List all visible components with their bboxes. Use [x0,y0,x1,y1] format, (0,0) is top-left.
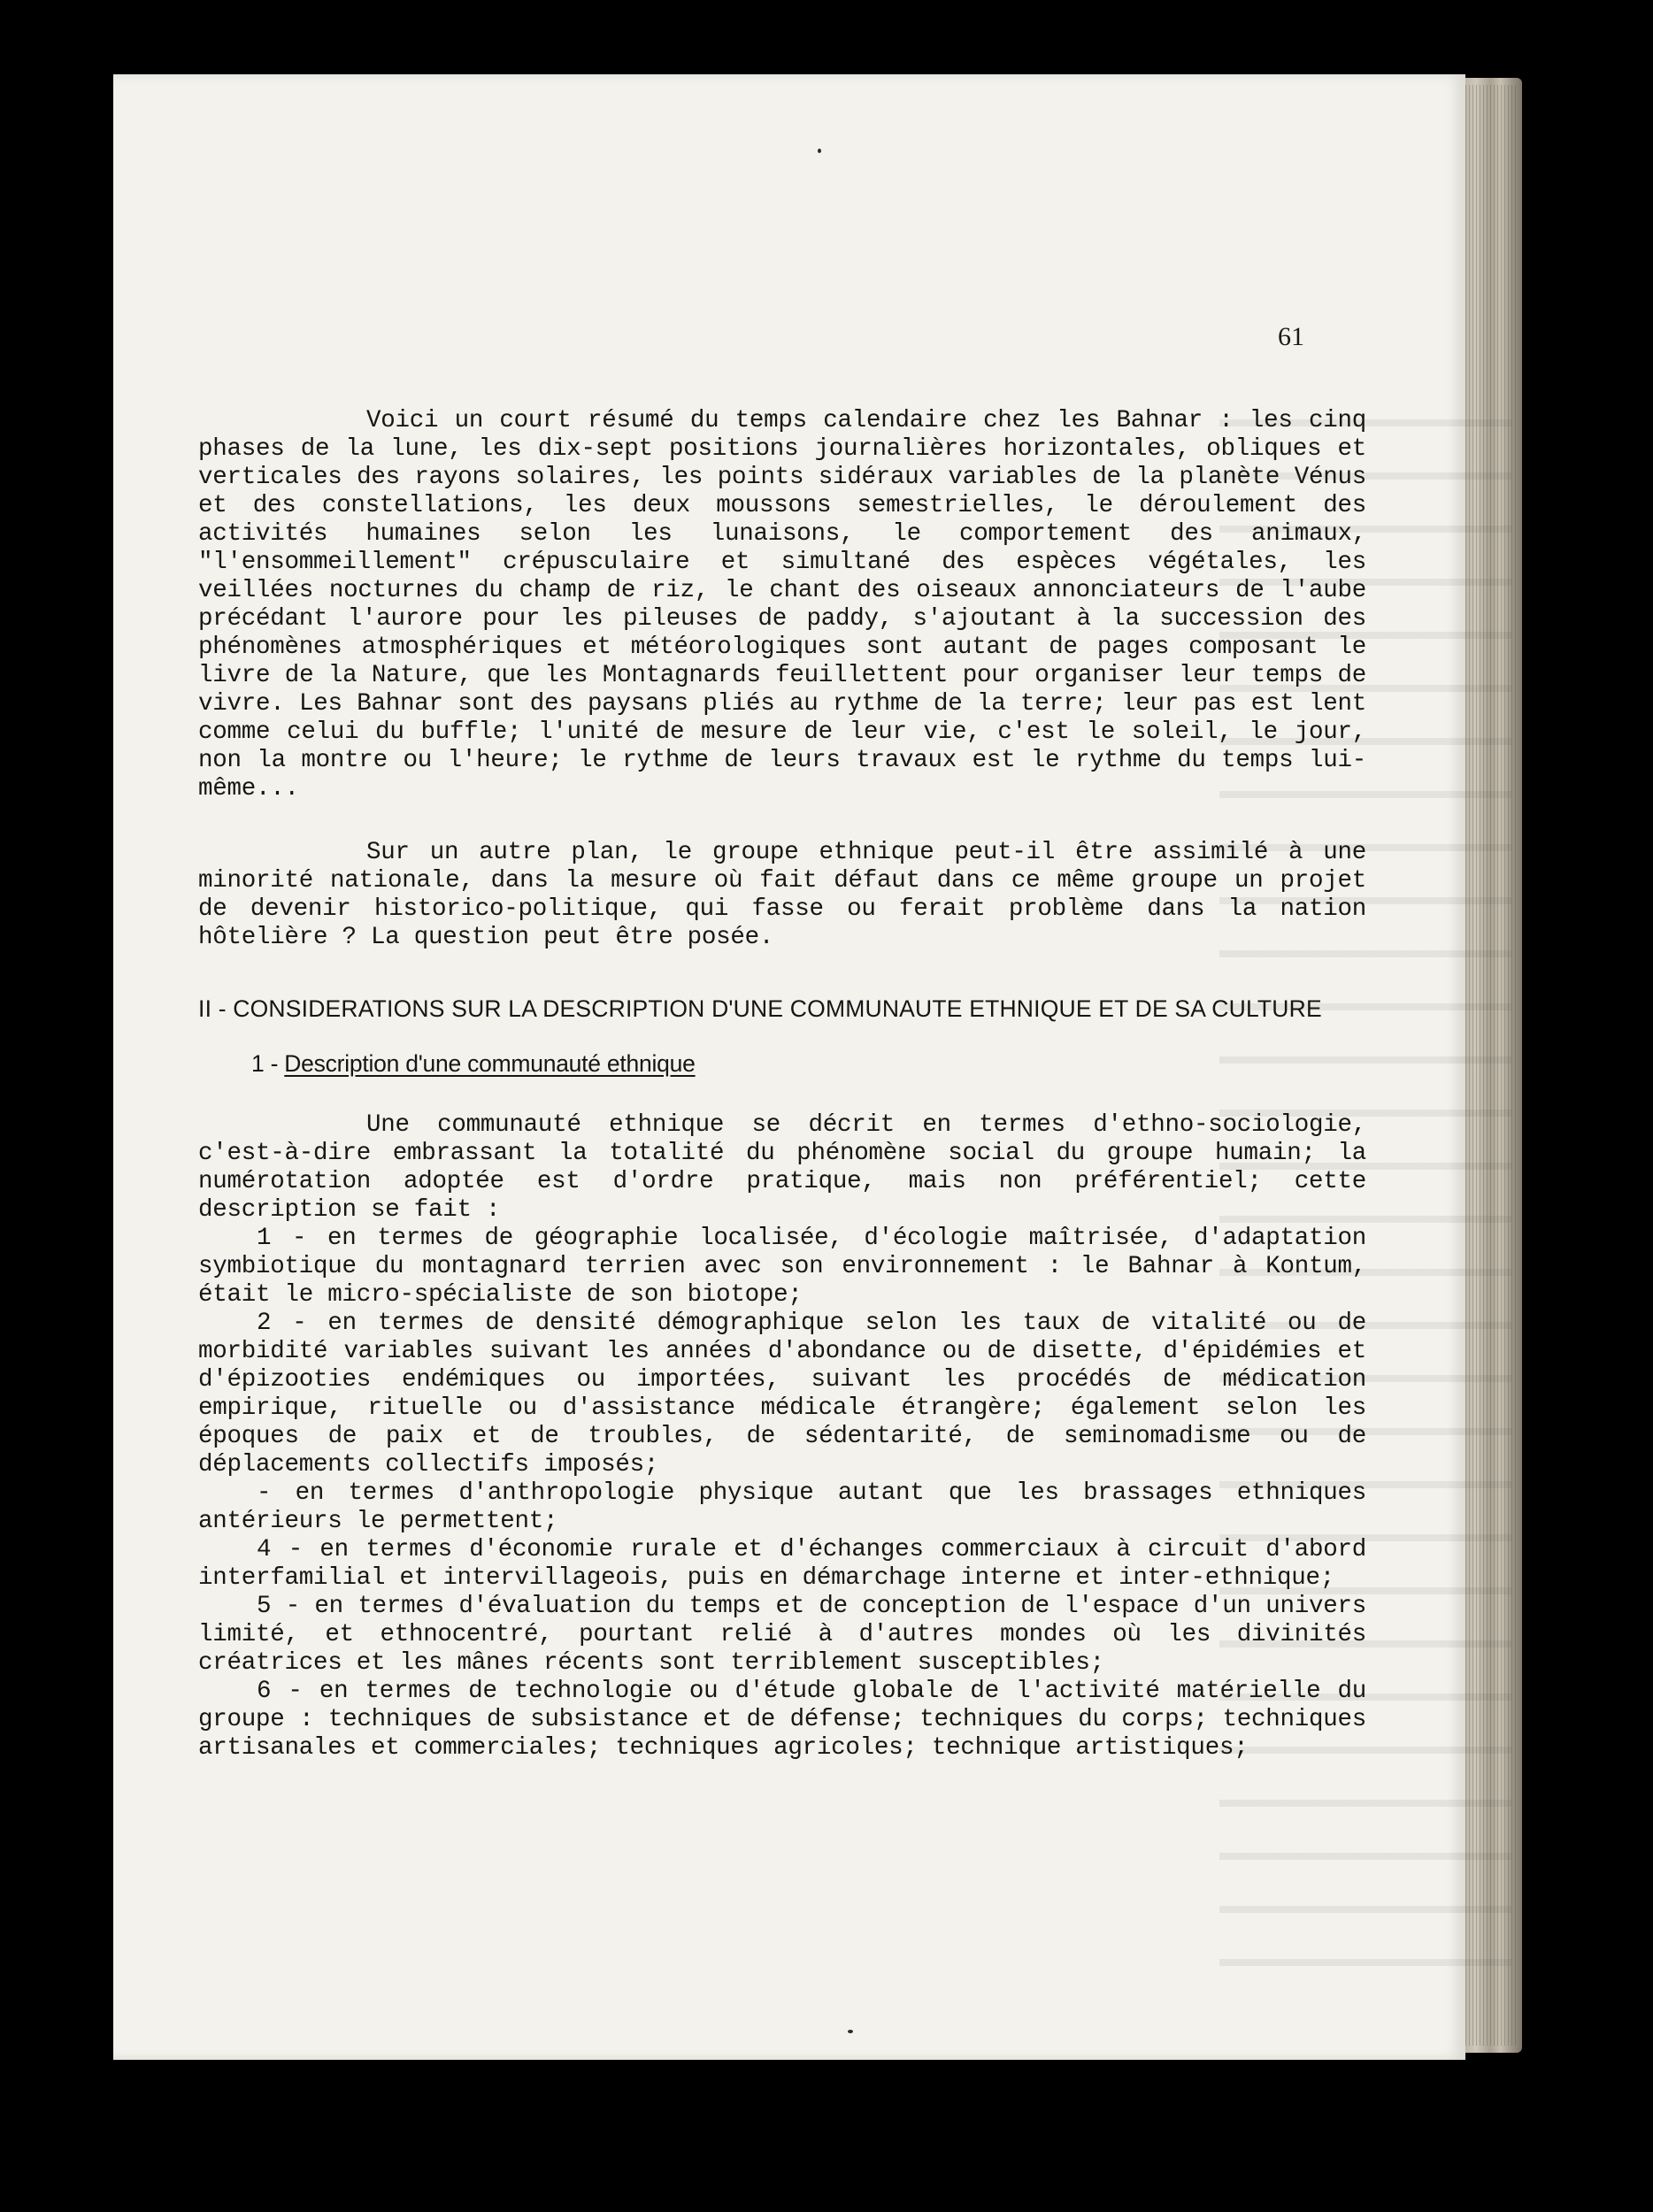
book-page [113,74,1465,2060]
second-paragraph: Sur un autre plan, le groupe ethnique peut-il être assimilé à une minorité nationale, dans la mesure où fait défaut dans ce même groupe un projet de devenir historico-politique, qui fasse ou ferait problème dans la nation hôtelière ? La question peut être posée. [198,839,1366,951]
intro-paragraph: Voici un court résumé du temps calendaire chez les Bahnar : les cinq phases de la lune, les dix-sept positions journalières horizontales, obliques et verticales des rayons solaires, les points sidéraux variables de la planète Vénus et des constellations, les deux moussons semestrielles, le déroulement des activités humaines selon les lunaisons, le comportement des animaux, "l'ensommeillement" crépusculaire et simultané des espèces végétales, les veillées nocturnes du champ de riz, le chant des oiseaux annonciateurs de l'aube précédant l'aurore pour les pileuses de paddy, s'ajoutant à la succession des phénomènes atmosphériques et météorologiques sont autant de pages composant le livre de la Nature, que les Montagnards feuillettent pour organiser leur temps de vivre. Les Bahnar sont des paysans pliés au rythme de la terre; leur pas est lent comme celui du buffle; l'unité de mesure de leur vie, c'est le soleil, le jour, non la montre ou l'heure; le rythme de leurs travaux est le rythme du temps lui-même... [198,407,1366,803]
section-subheading [198,1049,1366,1078]
subheading-number: 1 - [251,1050,285,1077]
list-item: - en termes d'anthropologie physique autant que les brassages ethniques antérieurs le permettent; [198,1479,1366,1535]
page-body [198,329,1366,1763]
list-item: 5 - en termes d'évaluation du temps et de conception de l'espace d'un univers limité, et ethnocentré, pourtant relié à d'autres mondes où les divinités créatrices et les mânes récents sont terriblement susceptibles; [198,1593,1366,1677]
dust-speck [848,2030,853,2033]
dust-speck [818,149,821,153]
list-item: 4 - en termes d'économie rurale et d'échanges commerciaux à circuit d'abord interfamilial et intervillageois, puis en démarchage interne et inter-ethnique; [198,1536,1366,1592]
list-item: 1 - en termes de géographie localisée, d'écologie maîtrisée, d'adaptation symbiotique du montagnard terrien avec son environnement : le Bahnar à Kontum, était le micro-spécialiste de son biotope; [198,1225,1366,1309]
list-item: 2 - en termes de densité démographique selon les taux de vitalité ou de morbidité variables suivant les années d'abondance ou de disette, d'épidémies et d'épizooties endémiques ou importées, suivant les procédés de médication empirique, rituelle ou d'assistance médicale étrangère; également selon les époques de paix et de troubles, de sédentarité, de seminomadisme ou de déplacements collectifs imposés; [198,1310,1366,1479]
list-item: 6 - en termes de technologie ou d'étude globale de l'activité matérielle du groupe : techniques de subsistance et de défense; techniques du corps; techniques artisanales et commerciales; techniques agricoles; technique artistiques; [198,1678,1366,1762]
subheading-title: Description d'une communauté ethnique [284,1050,696,1077]
page-number: 61 [1278,322,1304,351]
description-paragraph: Une communauté ethnique se décrit en termes d'ethno-sociologie, c'est-à-dire embrassant la totalité du phénomène social du groupe humain; la numérotation adoptée est d'ordre pratique, mais non préférentiel; cette description se fait : [198,1111,1366,1224]
section-heading: II - CONSIDERATIONS SUR LA DESCRIPTION D'UNE COMMUNAUTE ETHNIQUE ET DE SA CULTURE [198,995,1322,1022]
